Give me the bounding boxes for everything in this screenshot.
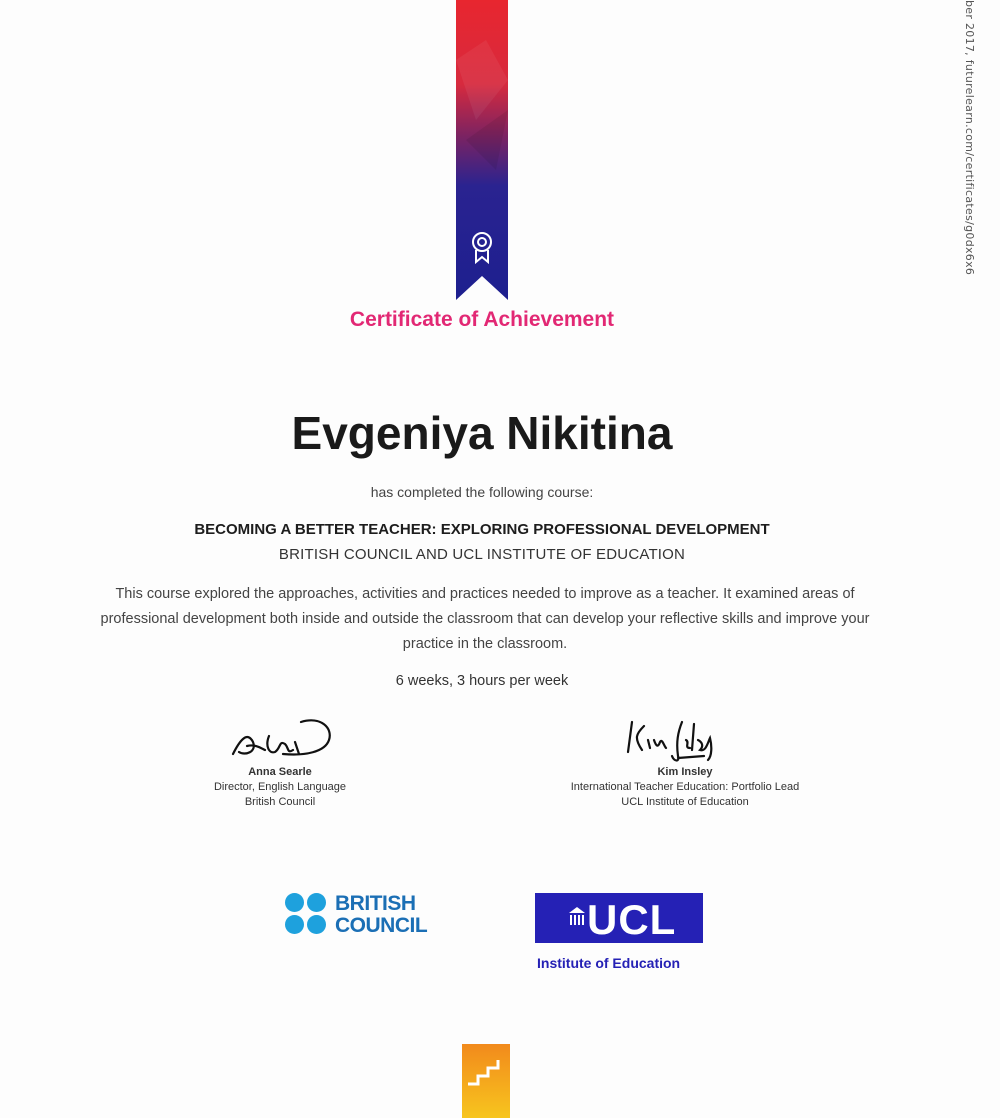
portico-icon xyxy=(569,907,585,927)
signatory-name: Anna Searle xyxy=(248,766,312,778)
british-council-wordmark: BRITISH COUNCIL xyxy=(335,892,428,937)
signatory-kim-insley xyxy=(530,712,840,808)
certificate-url: ber 2017, futurelearn.com/certificates/g0dx6x6 xyxy=(963,0,976,276)
recipient-name: Evgeniya Nikitina xyxy=(291,407,673,459)
ribbon-banner xyxy=(456,0,508,300)
signatory-role: Director, English Language xyxy=(213,781,347,793)
ucl-subtitle: Institute of Education xyxy=(537,955,681,971)
signatory-organization: UCL Institute of Education xyxy=(621,796,749,808)
completed-text: has completed the following course: xyxy=(370,484,594,500)
british-council-dots-icon xyxy=(285,893,329,937)
signatory-organization: British Council xyxy=(244,796,316,808)
certificate-title: Certificate of Achievement xyxy=(349,308,615,331)
course-name: BECOMING A BETTER TEACHER: EXPLORING PROFESSIONAL DEVELOPMENT xyxy=(194,521,770,538)
ucl-logo xyxy=(535,893,705,973)
british-council-logo xyxy=(285,893,445,943)
course-description: This course explored the approaches, activities and practices needed to improve as a teacher. It examined areas of professional development both inside and outside the classroom that can develop your reflective skills and improve your practice in the classroom. xyxy=(100,586,870,652)
signature-image xyxy=(620,712,750,764)
ucl-wordmark-box: UCL xyxy=(535,893,703,943)
futurelearn-stairs-icon xyxy=(462,1044,510,1118)
signatory-role: International Teacher Education: Portfolio Lead xyxy=(570,781,800,793)
course-organizations: BRITISH COUNCIL AND UCL INSTITUTE OF EDUCATION xyxy=(278,546,686,563)
signatory-anna-searle xyxy=(180,712,380,808)
award-icon xyxy=(470,230,494,264)
signature-image xyxy=(225,712,335,764)
signatory-name: Kim Insley xyxy=(657,766,713,778)
course-duration: 6 weeks, 3 hours per week xyxy=(395,673,569,689)
